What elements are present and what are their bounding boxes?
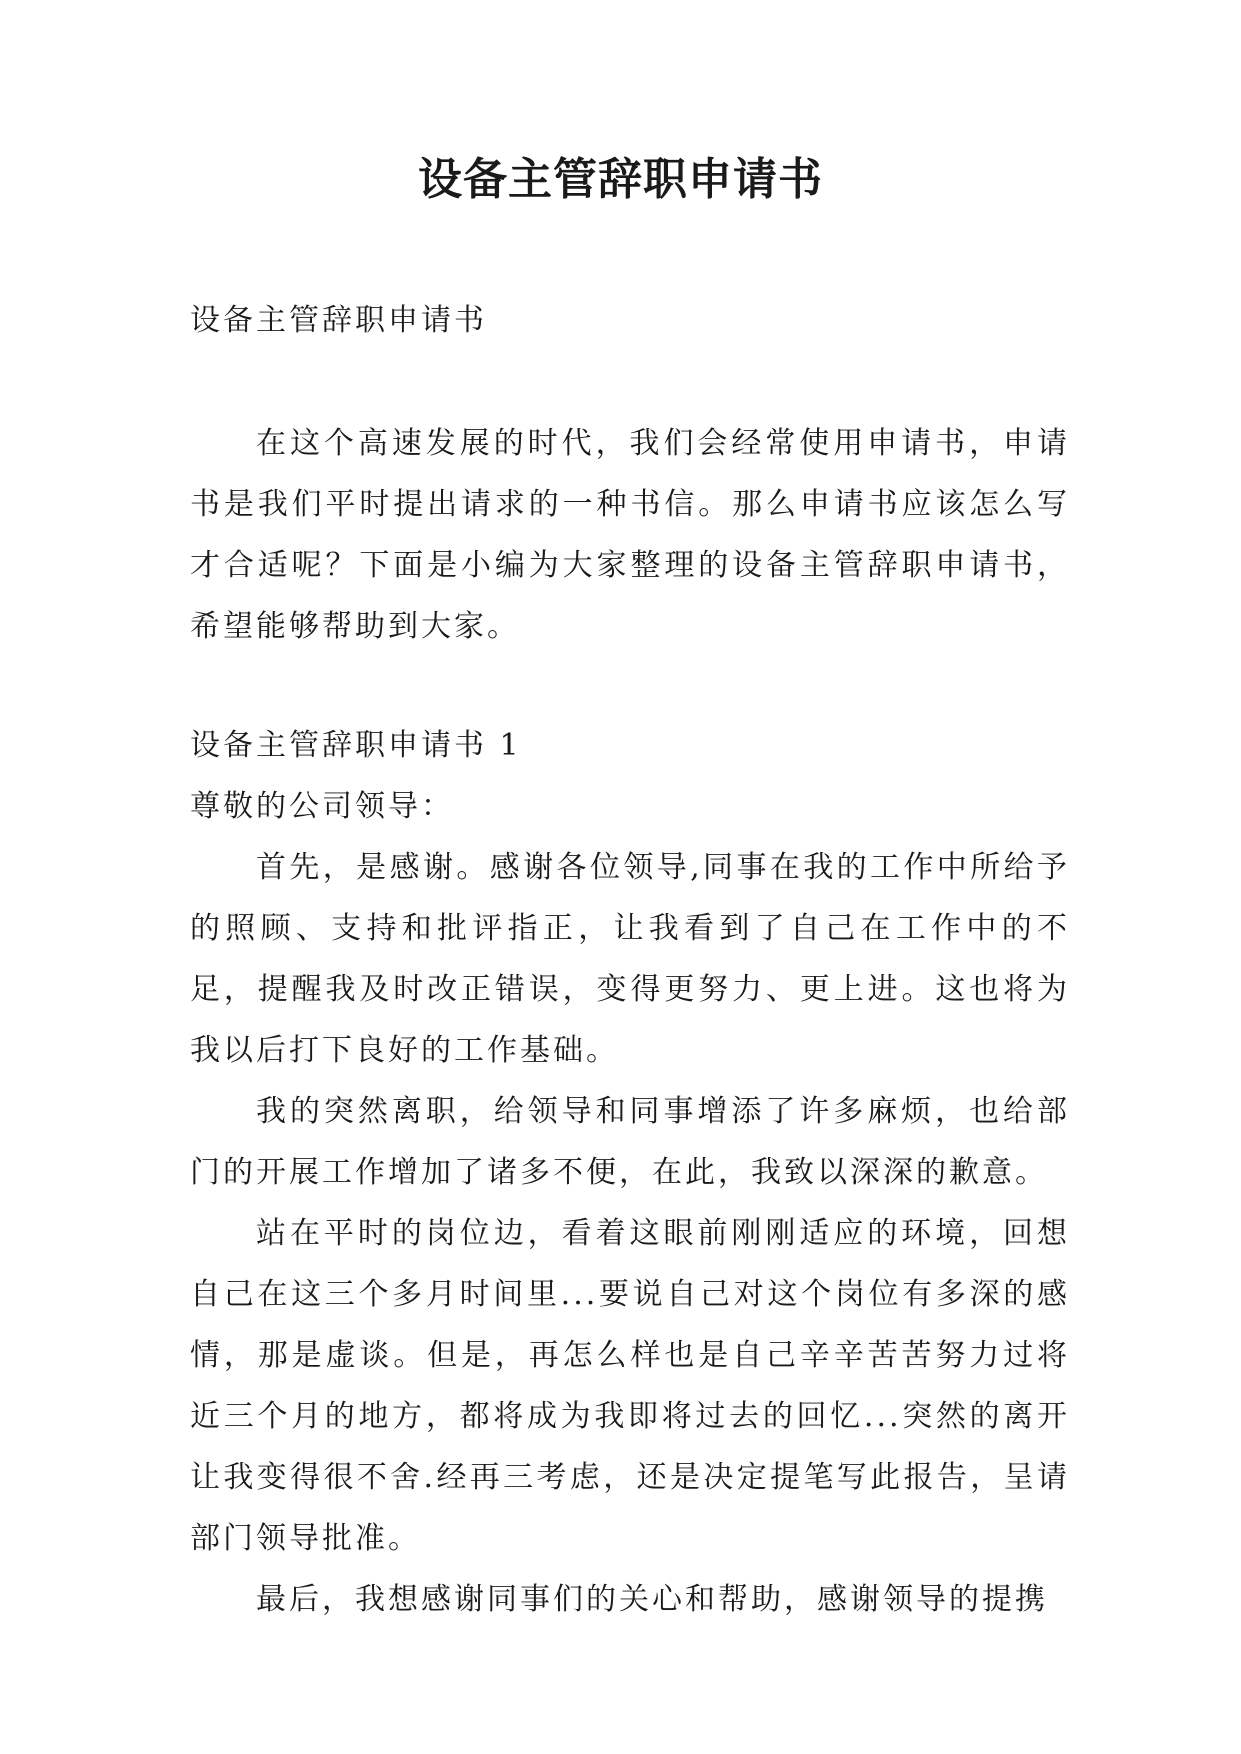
spacer bbox=[190, 657, 1070, 715]
salutation: 尊敬的公司领导： bbox=[190, 789, 454, 824]
section-heading: 设备主管辞职申请书 1 bbox=[190, 728, 522, 763]
letter-paragraph-2: 我的突然离职，给领导和同事增添了许多麻烦，也给部门的开展工作增加了诸多不便，在此，我致以深深的歉意。 bbox=[190, 1094, 1070, 1190]
spacer bbox=[190, 351, 1070, 413]
intro-paragraph: 在这个高速发展的时代，我们会经常使用申请书，申请书是我们平时提出请求的一种书信。那么申请书应该怎么写才合适呢？下面是小编为大家整理的设备主管辞职申请书，希望能够帮助到大家。 bbox=[190, 426, 1070, 644]
document-body bbox=[190, 290, 1070, 1630]
letter-paragraph-4: 最后，我想感谢同事们的关心和帮助，感谢领导的提携 bbox=[256, 1582, 1048, 1617]
letter-paragraph-3: 站在平时的岗位边，看着这眼前刚刚适应的环境，回想自己在这三个多月时间里...要说自己对这个岗位有多深的感情，那是虚谈。但是，再怎么样也是自己辛辛苦苦努力过将近三个月的地方，都将成为我即将过去的回忆...突然的离开让我变得很不舍.经再三考虑，还是决定提笔写此报告，呈请部门领导批准。 bbox=[190, 1216, 1070, 1556]
letter-paragraph-1: 首先，是感谢。感谢各位领导,同事在我的工作中所给予的照顾、支持和批评指正，让我看到了自己在工作中的不足，提醒我及时改正错误，变得更努力、更上进。这也将为我以后打下良好的工作基础。 bbox=[190, 850, 1070, 1068]
document-subtitle: 设备主管辞职申请书 bbox=[190, 303, 487, 338]
document-title: 设备主管辞职申请书 bbox=[418, 154, 823, 205]
